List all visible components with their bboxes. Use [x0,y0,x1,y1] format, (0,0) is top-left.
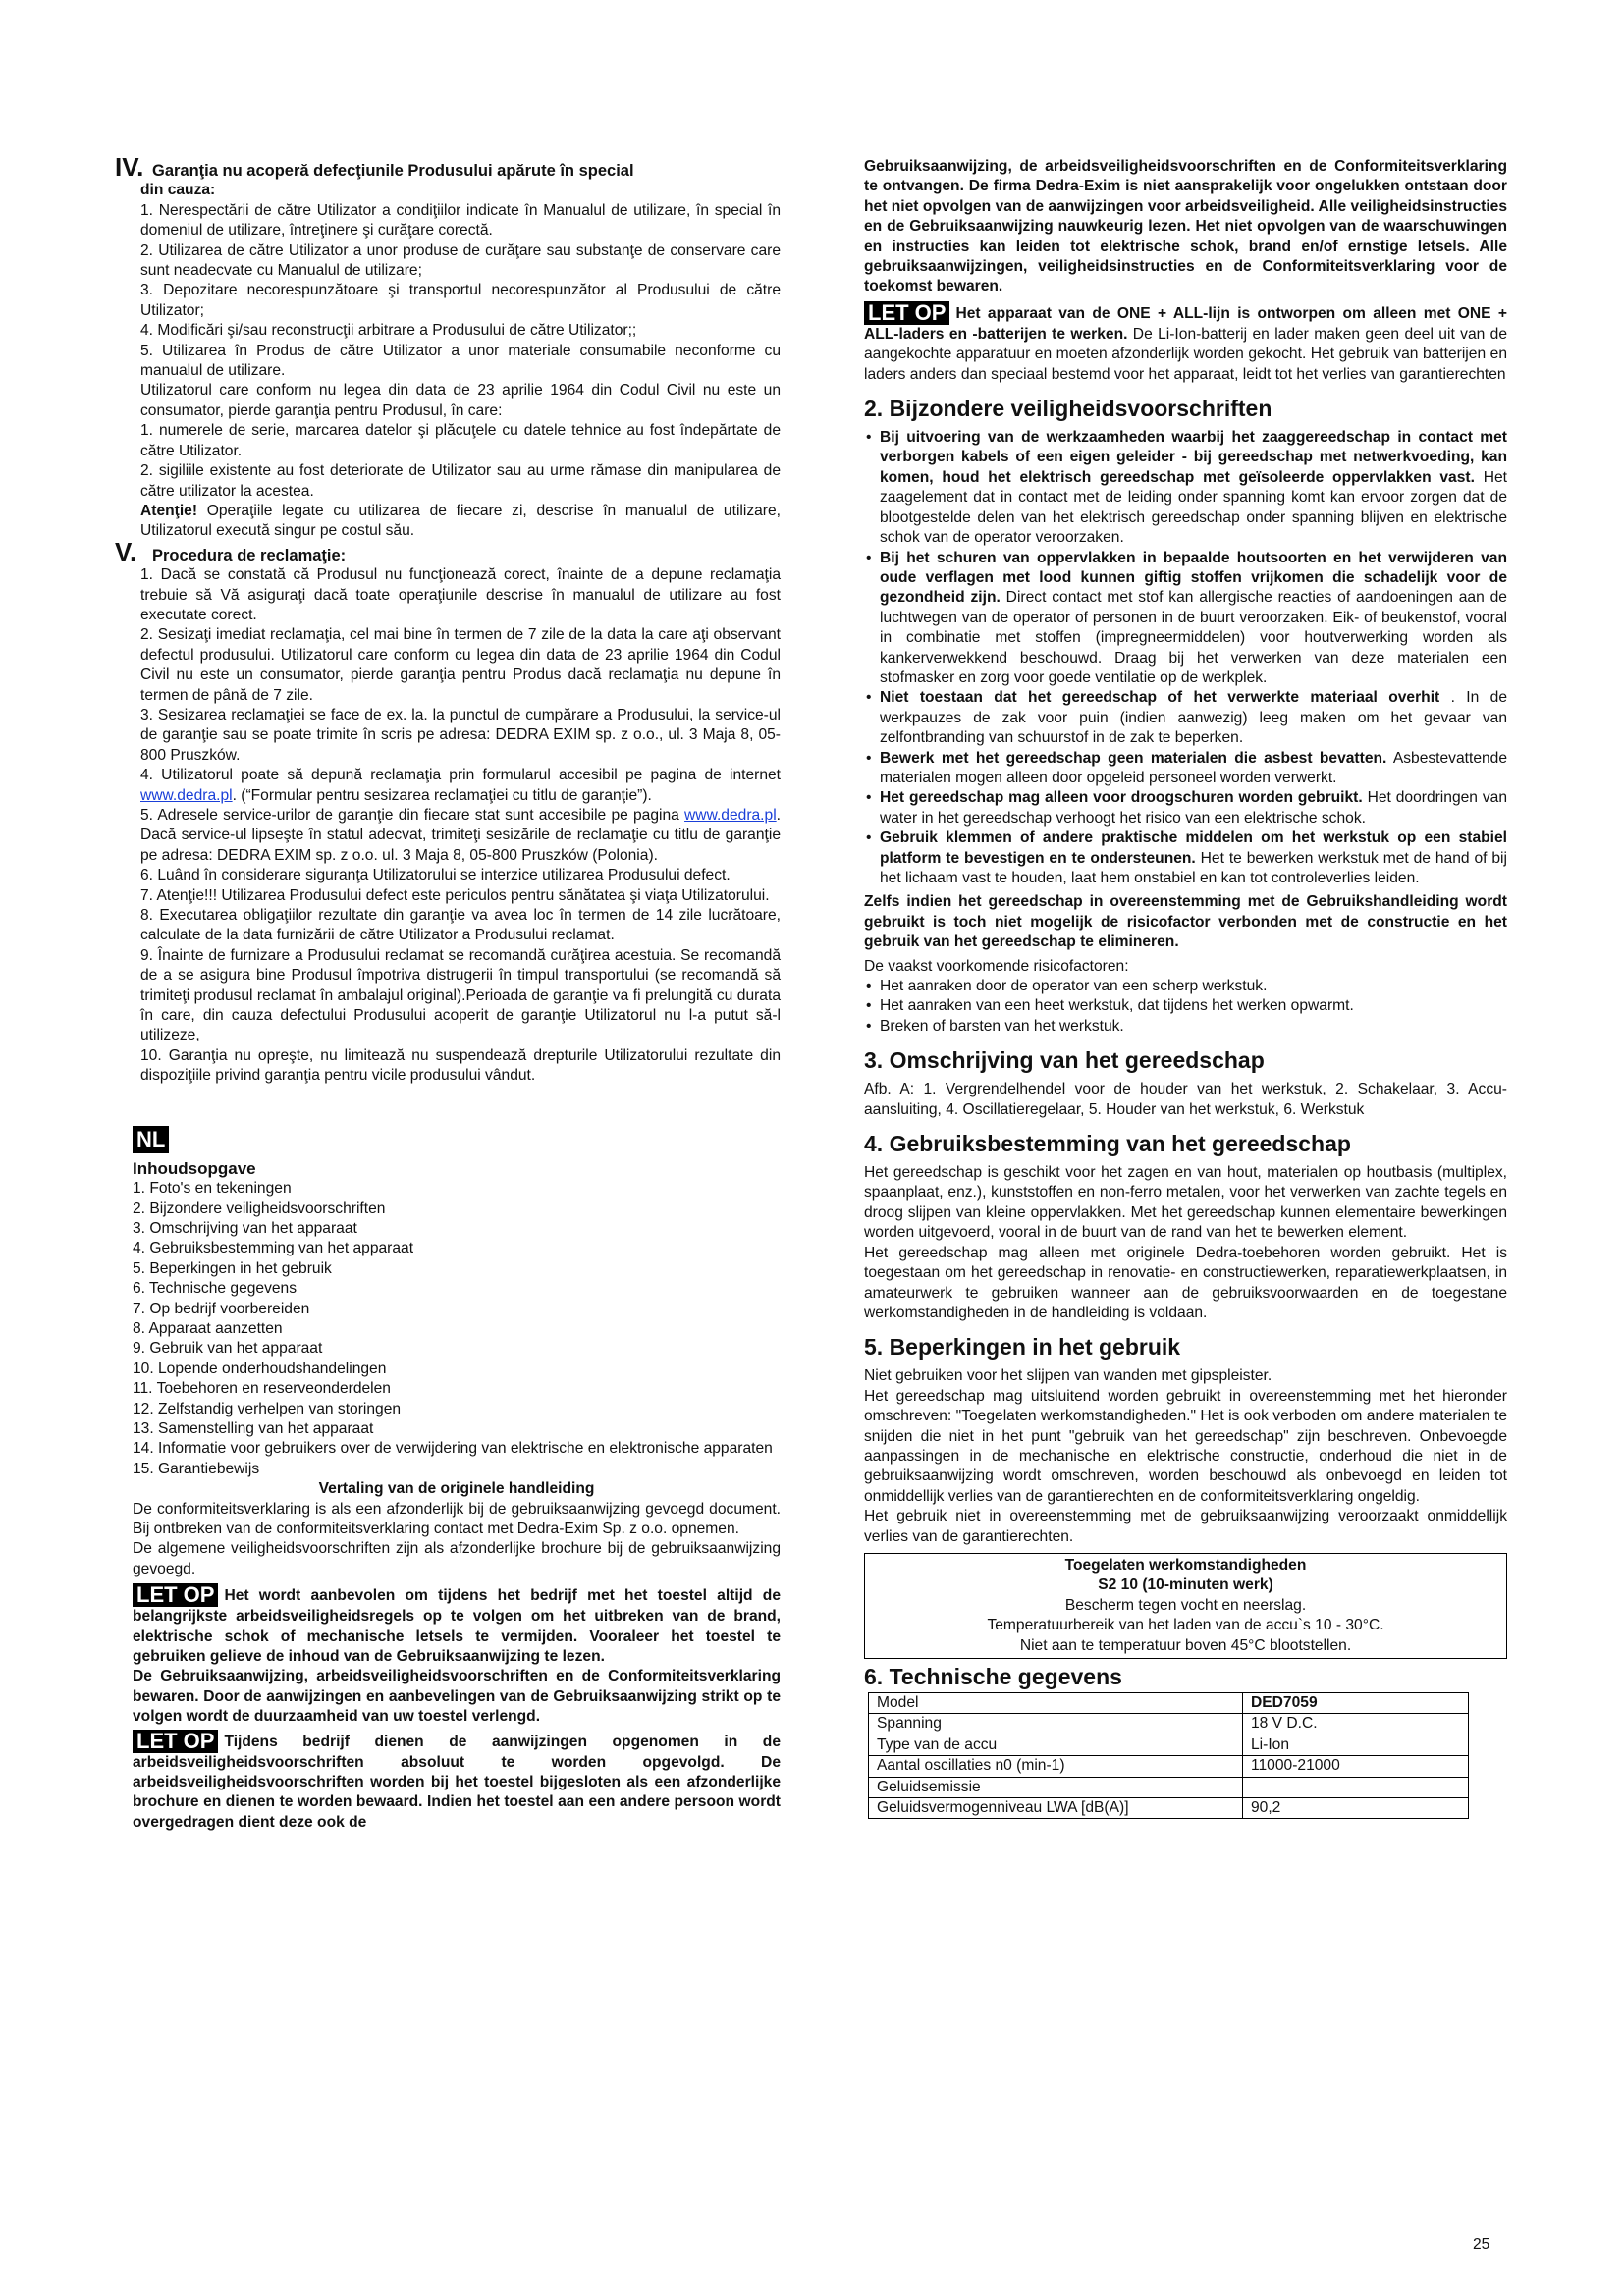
table-cell: 90,2 [1243,1798,1469,1819]
list-item [140,766,781,806]
section-title: Procedura de reclamaţie: [152,546,347,564]
paragraph: De Gebruiksaanwijzing, arbeidsveiligheidsvoorschriften en de Conformiteitsverklaring bewaren. Door de aanwijzingen en aanbevelingen van de Gebruiksaanwijzing strikt op te volgen wordt de duurzaamheid van uw toestel verlengd. [133,1668,781,1726]
let-op-badge: LET OP [864,301,949,325]
list-item [864,688,1507,748]
toc-item: 4. Gebruiksbestemming van het apparaat [133,1240,414,1257]
table-cell [1243,1777,1469,1797]
table-cell: Type van de accu [869,1735,1243,1755]
section-number: V. [115,536,137,566]
section-v-list [133,565,781,1087]
toc-item: 12. Zelfstandig verhelpen van storingen [133,1400,402,1417]
section-title: Garanţia nu acoperă defecţiunile Produsului apărute în special [152,162,634,180]
table-row [869,1798,1469,1819]
warning-text: Operaţiile legate cu utilizarea de fiecare zi, descrise în manualul de utilizare, Utilizatorul execută singur pe costul său. [140,502,781,540]
list-item: 8. Executarea obligaţiilor rezultate din garanţie va avea loc în termen de 14 zile lucrătoare, calculate de la data furnizării de către Utilizator a Produsului reclamat. [140,907,781,944]
list-item: 5. Utilizarea în Produs de către Utilizator a unor materiale consumabile neconforme cu manualul de utilizare. [140,342,781,380]
list-item: Utilizatorul care conform nu legea din data de 23 aprilie 1964 din Codul Civil nu este un consumator, pierde garanţia pentru Produsul, în care: [140,382,781,419]
toc-item: 11. Toebehoren en reserveonderdelen [133,1380,391,1398]
section-iv-heading [115,152,781,182]
working-conditions-box [864,1553,1507,1659]
section-subtitle: din cauza: [140,182,216,199]
toc-item: 15. Garantiebewijs [133,1460,260,1477]
box-line: Temperatuurbereik van het laden van de accu`s 10 - 30°C. [987,1617,1384,1634]
list-item: 3. Depozitare necorespunzătoare şi transportul necorespunzător al Produsului de către Utilizator; [140,282,781,319]
toc-item: 1. Foto's en tekeningen [133,1180,292,1198]
right-column [864,157,1507,1819]
list-item [864,549,1507,689]
warning-text: Tijdens bedrijf dienen de aanwijzingen opgenomen in de arbeidsveiligheidsvoorschriften absoluut te worden opgevolgd. De arbeidsveiligheidsvoorschriften worden bij het toestel bijgesloten als een afzonderlijke brochure en dienen te worden bewaard. Indien het toestel aan een andere persoon wordt overgedragen dient deze ook de [133,1733,781,1831]
item-text: . (“Formular pentru sesizarea reclamaţiei cu titlu de garanţie”). [232,786,652,804]
list-item: 2. Sesizaţi imediat reclamaţia, cel mai bine în termen de 7 zile de la data la care aţi observant defectul produsului. Utilizatorul care conform cu legea din data de 23 aprilie 1964 din Codul Civil nu este un consumator, pierde garanţia pentru Produs dacă reclamaţia nu depune în termen de până de 7 zile. [140,626,781,704]
list-item: 6. Luând în considerare siguranţa Utilizatorului se interzice utilizarea Produsului defect. [140,867,731,884]
table-cell: Geluidsemissie [869,1777,1243,1797]
warning-text: Het wordt aanbevolen om tijdens het bedrijf met het toestel altijd de belangrijkste arbeidsveiligheidsregels op te volgen om het uitbreken van de brand, elektrische schok of mechanische letsels te vermijden. Vooraleer het toestel te gebruiken gelieve de inhoud van de Gebruiksaanwijzing te lezen. [133,1587,781,1666]
item-bold: Het gereedschap mag alleen voor droogschuren worden gebruikt. [880,789,1363,807]
list-item: 1. numerele de serie, marcarea datelor şi plăcuţele cu datele tehnice au fost îndepărtate de către Utilizator. [140,422,781,459]
paragraph: De vaakst voorkomende risicofactoren: [864,957,1129,975]
section-heading: 3. Omschrijving van het gereedschap [864,1047,1265,1074]
item-bold: Gebruik klemmen of andere praktische middelen om het werkstuk op een stabiel platform te bevestigen en te ondersteunen. [880,829,1507,867]
toc-item: 6. Technische gegevens [133,1280,298,1298]
table-cell: Aantal oscillaties n0 (min-1) [869,1756,1243,1777]
table-row [869,1756,1469,1777]
toc-item: 8. Apparaat aanzetten [133,1319,283,1337]
list-item: 1. Nerespectării de către Utilizator a condiţiilor indicate în Manualul de utilizare, în special în domeniul de utilizare, întreţinere şi curăţare corectă. [140,201,781,240]
list-item [864,788,1507,828]
paragraph: Zelfs indien het gereedschap in overeenstemming met de Gebruikshandleiding wordt gebruikt is toch niet mogelijk de risicofactor verbonden met de constructie en het gebruik van het gereedschap te elimineren. [864,893,1507,951]
safety-list [864,428,1507,888]
warning-paragraph [864,301,1507,385]
table-row [869,1714,1469,1735]
list-item: 9. Înainte de furnizare a Produsului reclamat se recomandă curăţirea acestuia. Se recomandă de a se asigura bine Produsul împotriva distrugerii în timpul transportului (se recomandă să trimiteţi produsul reclamat în ambalajul original).Perioada de garanţie va fi prelungită cu durata în care, din cauza defectului Produsului acoperit de garanţie Utilizatorul nu l-a putut să-l utilizeze, [140,946,781,1044]
warning-text: Het apparaat van de ONE + ALL-lijn is ontworpen om alleen met ONE + ALL-laders en -batterijen te werken. [864,304,1507,343]
item-bold: Niet toestaan dat het gereedschap of het verwerkte materiaal overhit [880,689,1440,707]
box-title: Toegelaten werkomstandigheden [1064,1556,1307,1574]
list-item: 10. Garanţia nu opreşte, nu limitează nu suspendează drepturile Utilizatorului rezultate din dispoziţiile privind garanţia pentru vicile produsului vândut. [140,1046,781,1085]
toc-item: 7. Op bedrijf voorbereiden [133,1300,310,1317]
box-line: Niet aan te temperatuur boven 45°C blootstellen. [1019,1636,1352,1654]
let-op-badge: LET OP [133,1583,218,1607]
list-item: 2. Utilizarea de către Utilizator a unor produse de curăţare sau substanţe de conservare care sunt neadecvate cu Manualul de utilizare; [140,241,781,280]
list-item [140,806,781,866]
table-cell: DED7059 [1243,1693,1469,1714]
item-text: 4. Utilizatorul poate să depună reclamaţia prin formularul accesibil pe pagina de internet [140,767,781,784]
table-row [869,1693,1469,1714]
list-item [864,749,1507,789]
list-item: • Breken of barsten van het werkstuk. [864,1017,1507,1037]
item-text: . Dacă service-ul lipseşte în statul adecvat, trimiteţi sesizările de reclamaţie cu titlu de garanţie pe adresa: DEDRA EXIM sp. z o.o. ul. 3 Maja 8, 05-800 Pruszków (Polonia). [140,807,781,864]
item-text: Asbestevattende materialen mogen alleen door opgeleid personeel worden verwerkt. [880,749,1508,786]
table-cell: 18 V D.C. [1243,1714,1469,1735]
paragraph: Niet gebruiken voor het slijpen van wanden met gipspleister. [864,1367,1272,1385]
table-cell: Geluidsvermogenniveau LWA [dB(A)] [869,1798,1243,1819]
paragraph: Het gereedschap mag uitsluitend worden gebruikt in overeenstemming met het hieronder omschreven: "Toegelaten werkomstandigheden." Het is ook verboden om andere materialen te snijden die niet in het punt "gebruik van het gereedschap" zijn beschreven. Onbevoegde aanpassingen in de mechanische en elektrische constructie, onderhoud die niet in de gebruiksaanwijzing wordt omschreven, worden beschouwd als onbevoegd en leiden tot onmiddellijk verlies van de garantierechten en de conformiteitsverklaring ongeldig. [864,1387,1507,1505]
paragraph: Afb. A: 1. Vergrendelhendel voor de houder van het werkstuk, 2. Schakelaar, 3. Accu-aansluiting, 4. Oscillatieregelaar, 5. Houder van het werkstuk, 6. Werkstuk [864,1081,1507,1118]
toc-item: 14. Informatie voor gebruikers over de verwijdering van elektrische en elektronische apparaten [133,1440,773,1458]
table-cell: Li-Ion [1243,1735,1469,1755]
warning-paragraph [133,1583,781,1667]
left-column [115,152,781,1833]
toc-item: 9. Gebruik van het apparaat [133,1340,323,1358]
section-heading: 5. Beperkingen in het gebruik [864,1334,1181,1361]
page-number: 25 [1473,2236,1490,2253]
item-bold: Bij uitvoering van de werkzaamheden waarbij het zaaggereedschap in contact met verborgen kabels of een eigen geleider - bij gereedschap met netwerkvoeding, kan komen, houd het elektrisch gereedschap met geïsoleerde oppervlakken vast. [880,429,1507,486]
section-heading: 4. Gebruiksbestemming van het gereedschap [864,1131,1351,1157]
paragraph: Het gebruik niet in overeenstemming met de gebruiksaanwijzing veroorzaakt onmiddellijk verlies van de garantierechten. [864,1508,1507,1545]
table-cell: Spanning [869,1714,1243,1735]
toc-item: 10. Lopende onderhoudshandelingen [133,1360,387,1377]
risk-list [864,977,1507,1037]
dedra-link[interactable]: www.dedra.pl [684,807,777,824]
section-number: IV. [115,152,144,182]
table-cell: 11000-21000 [1243,1756,1469,1777]
list-item: 4. Modificări şi/sau reconstrucţii arbitrare a Produsului de către Utilizator;; [140,322,637,340]
section-iv-list [133,201,781,542]
warning-paragraph [140,502,781,542]
toc-list [133,1179,781,1479]
item-bold: Bewerk met het gereedschap geen materialen die asbest bevatten. [880,749,1387,767]
dedra-link[interactable]: www.dedra.pl [140,786,233,804]
toc-item: 2. Bijzondere veiligheidsvoorschriften [133,1200,386,1217]
language-badge: NL [133,1126,169,1153]
box-subtitle: S2 10 (10-minuten werk) [1098,1576,1273,1594]
item-text: Het doordringen van water in het gereedschap verhoogt het risico van een elektrische schok. [880,789,1507,827]
table-row [869,1777,1469,1797]
translation-title: Vertaling van de originele handleiding [318,1480,595,1498]
section-heading: 2. Bijzondere veiligheidsvoorschriften [864,396,1272,422]
warning-label: Atenţie! [140,502,198,519]
warning-text: De Li-Ion-batterij en lader maken geen deel uit van de aangekochte apparatuur en moeten afzonderlijk worden gekocht. Het gebruik van batterijen en laders anders dan speciaal bestemd voor het apparaat, leidt tot het verlies van garantierechten [864,325,1507,383]
paragraph: De conformiteitsverklaring is als een afzonderlijk bij de gebruiksaanwijzing gevoegd document. Bij ontbreken van de conformiteitsverklaring contact met Dedra-Exim Sp. z o.o. opnemen. [133,1500,781,1537]
list-item: • Het aanraken van een heet werkstuk, dat tijdens het werken opwarmt. [864,996,1507,1016]
spec-table [868,1692,1469,1819]
list-item: 2. sigiliile existente au fost deteriorate de Utilizator sau au urme rămase din manipularea de către utilizator la acestea. [140,462,781,500]
paragraph: Gebruiksaanwijzing, de arbeidsveiligheidsvoorschriften en de Conformiteitsverklaring te ontvangen. De firma Dedra-Exim is niet aansprakelijk voor ongelukken ontstaan door het niet opvolgen van de aanwijzingen voor arbeidsveiligheid. Alle veiligheidsinstructies en de Gebruiksaanwijzing nauwkeurig lezen. Het niet opvolgen van de waarschuwingen en instructies kan leiden tot elektrische schok, brand en/of ernstige letsels. Alle gebruiksaanwijzingen, veiligheidsinstructies en de Conformiteitsverklaring voor de toekomst bewaren. [864,158,1507,295]
item-text: Het te bewerken werkstuk met de hand of bij het lichaam vast te houden, laat hem onstabiel en kan tot controleverlies leiden. [880,849,1507,886]
item-text: 5. Adresele service-urilor de garanţie din fiecare stat sunt accesibile pe pagina [140,807,685,824]
toc-item: 5. Beperkingen in het gebruik [133,1259,332,1277]
box-line: Bescherm tegen vocht en neerslag. [1064,1596,1307,1614]
paragraph: Het gereedschap mag alleen met originele Dedra-toebehoren worden gebruikt. Het is toegestaan om het gereedschap in renovatie- en constructiewerken, reparatiewerkplaatsen, in amateurwerk te gebruiken wanneer aan de gebruiksvoorwaarden en de toegestane werkomstandigheden in de handleiding is voldaan. [864,1244,1507,1321]
list-item [864,828,1507,888]
item-text: Direct contact met stof kan allergische reacties of aandoeningen aan de luchtwegen van de operator of personen in de buurt veroorzaken. Eik- of beukenstof, vooral in combinatie met stoffen (impregneermiddelen) voor houtverwerking worden als kankerverwekkend beschouwd. Draag bij het verwerken van deze materialen een stofmasker en zorg voor goede ventilatie op de werkplek. [880,589,1507,686]
list-item: 1. Dacă se constată că Produsul nu funcţionează corect, înainte de a depune reclamaţia trebuie să Vă asiguraţi dacă toate operaţiunile descrise în manualul de utilizare au fost executate corect. [140,566,781,623]
list-item [864,428,1507,548]
paragraph: De algemene veiligheidsvoorschriften zijn als afzonderlijke brochure bij de gebruiksaanwijzing gevoegd. [133,1540,781,1577]
toc-item: 3. Omschrijving van het apparaat [133,1219,357,1237]
toc-item: 13. Samenstelling van het apparaat [133,1419,374,1437]
item-bold: Bij het schuren van oppervlakken in bepaalde houtsoorten en het verwijderen van oude verflagen met lood kunnen giftig stoffen vrijkomen die schadelijk voor de gezondheid zijn. [880,549,1507,607]
paragraph: Het gereedschap is geschikt voor het zagen en van hout, materialen op houtbasis (multiplex, spaanplaat, enz.), kunststoffen en non-ferro metalen, voor het verwerken van zachte tegels en droog slijpen van kleine oppervlakken. Met het gereedschap kunnen elementaire bewerkingen worden uitgevoerd, vooral in de buurt van de rand van het te bewerken element. [864,1164,1507,1242]
list-item: • Het aanraken door de operator van een scherp werkstuk. [864,977,1507,996]
list-item: 3. Sesizarea reclamaţiei se face de ex. la. la punctul de cumpărare a Produsului, la service-ul de garanţie sau se poate trimite în scris pe adresa: DEDRA EXIM sp. z o.o., ul. 3 Maja 8, 05-800 Pruszków. [140,706,781,764]
warning-paragraph [133,1730,781,1834]
let-op-badge: LET OP [133,1730,218,1753]
table-cell: Model [869,1693,1243,1714]
toc-title: Inhoudsopgave [133,1158,256,1178]
list-item: 7. Atenţie!!! Utilizarea Produsului defect este periculos pentru sănătatea şi viaţa Utilizatorului. [140,886,770,904]
section-v-heading [115,536,781,566]
section-heading: 6. Technische gegevens [864,1664,1122,1689]
item-text: Het zaagelement dat in contact met de leiding onder spanning komt kan ervoor zorgen dat de blootgestelde delen van het elektrisch gereedschap onder spanning blijven en elektrische schok van de operator veroorzaken. [880,468,1507,547]
item-text: . In de werkpauzes de zak voor puin (indien aanwezig) leeg maken om het gevaar van zelfontbranding van schuurstof in de zak te beperken. [880,689,1508,747]
table-row [869,1735,1469,1755]
